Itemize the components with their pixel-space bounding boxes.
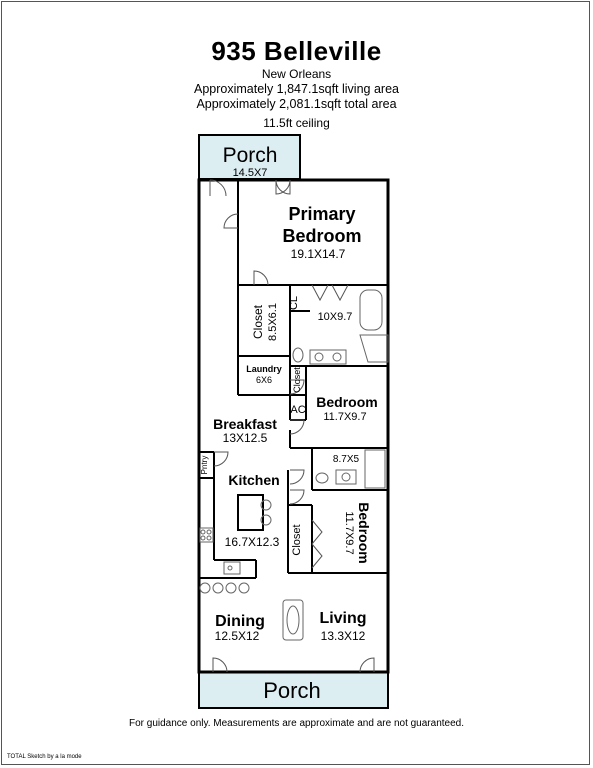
bedroom-2-dims: 11.7X9.7 xyxy=(323,411,367,423)
bedroom-3-name: Bedroom xyxy=(356,502,372,564)
laundry-dims: 6X6 xyxy=(255,375,273,385)
shower-1 xyxy=(360,335,388,362)
toilet-1 xyxy=(293,348,303,362)
kitchen-name: Kitchen xyxy=(228,472,280,488)
bathtub-1 xyxy=(360,290,382,330)
city-label: New Orleans xyxy=(261,67,332,81)
page-title: 935 Belleville xyxy=(211,36,382,66)
closet-2-name: Closet xyxy=(292,367,302,393)
ceiling-label: 11.5ft ceiling xyxy=(263,116,330,130)
breakfast-name: Breakfast xyxy=(213,416,277,432)
credit-label: TOTAL Sketch by a la mode xyxy=(7,754,82,760)
closet-1-dims: 8.5X6.1 xyxy=(267,303,279,341)
porch-top-name: Porch xyxy=(222,144,278,167)
closet-cl-name: CL xyxy=(288,295,300,311)
living-dims: 13.3X12 xyxy=(320,629,366,643)
living-name: Living xyxy=(319,610,367,627)
closet-3-name: Closet xyxy=(291,524,303,556)
primary-bedroom-name-1: Primary xyxy=(288,204,356,224)
bedroom-2-name: Bedroom xyxy=(316,394,378,410)
laundry-name: Laundry xyxy=(246,364,282,374)
dining-name: Dining xyxy=(215,613,265,630)
dining-dims: 12.5X12 xyxy=(214,629,260,643)
ac-name: AC xyxy=(290,404,306,416)
closet-1-name: Closet xyxy=(251,304,265,340)
living-area-label: Approximately 1,847.1sqft living area xyxy=(194,82,399,96)
bedroom-3-dims: 11.7X9.7 xyxy=(343,511,355,555)
toilet-2 xyxy=(316,473,328,483)
breakfast-dims: 13X12.5 xyxy=(222,431,268,445)
porch-top-dims: 14.5X7 xyxy=(232,167,268,179)
disclaimer: For guidance only. Measurements are approximate and are not guaranteed. xyxy=(128,718,464,729)
bath-1-dims: 10X9.7 xyxy=(317,311,353,323)
fixtures xyxy=(200,290,388,640)
primary-bedroom-dims: 19.1X14.7 xyxy=(290,247,346,261)
bath-2-dims: 8.7X5 xyxy=(332,454,360,465)
kitchen-dims: 16.7X12.3 xyxy=(224,535,280,549)
porch-bottom-name: Porch xyxy=(263,678,321,703)
pantry-name: Pntry xyxy=(200,455,209,475)
total-area-label: Approximately 2,081.1sqft total area xyxy=(196,97,397,111)
primary-bedroom-name-2: Bedroom xyxy=(282,226,362,246)
